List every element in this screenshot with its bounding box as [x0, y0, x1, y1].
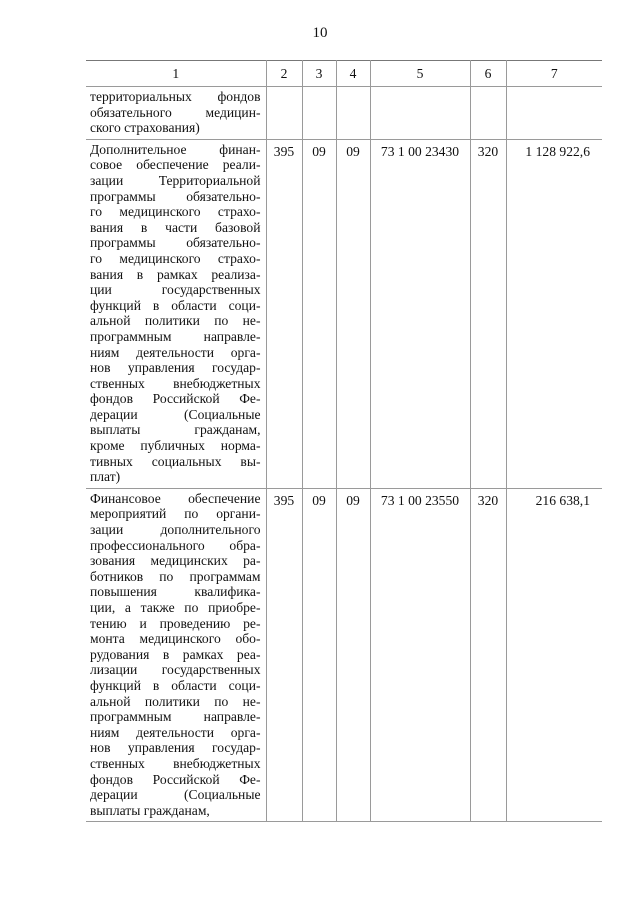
table-row — [86, 87, 602, 140]
row-name-line: лизации государственных — [90, 662, 261, 678]
row-section-cell: 09 — [302, 139, 336, 488]
row-name-line: плат) — [90, 469, 121, 485]
budget-table — [86, 60, 602, 822]
row-name-line: ниям деятельности орга- — [90, 724, 261, 740]
row-name-line: территориальных фондов — [90, 89, 261, 104]
row-name-line: Финансовое обеспечение — [90, 490, 261, 506]
row-name-line: программы обязательно- — [90, 235, 261, 251]
row-name-cell — [86, 139, 266, 488]
header-col-6: 6 — [470, 61, 506, 87]
row-name-line: ского страхования) — [90, 120, 200, 136]
row-name-line: ботников по программам — [90, 568, 261, 584]
row-name-line: фондов Российской Фе- — [90, 771, 261, 787]
row-name-line: функций в области соци- — [90, 297, 261, 313]
row-name-line: программным направле- — [90, 709, 261, 725]
row-name-line: выплаты гражданам, — [90, 422, 261, 438]
row-name-line: фондов Российской Фе- — [90, 391, 261, 407]
row-name-line: кроме публичных норма- — [90, 438, 261, 454]
row-name-line: обязательного медицин- — [90, 104, 261, 120]
row-name-line: зования медицинских ра- — [90, 553, 261, 569]
row-name-line: нов управления государ- — [90, 740, 261, 756]
table-row — [86, 139, 602, 488]
table-row — [86, 488, 602, 821]
header-col-3: 3 — [302, 61, 336, 87]
header-row — [86, 61, 602, 87]
row-name-line: го медицинского страхо- — [90, 204, 261, 220]
row-name-line: альной политики по не- — [90, 313, 261, 329]
row-name-line: ции государственных — [90, 282, 261, 298]
row-amount-cell: 216 638,1 — [506, 488, 602, 821]
row-expense-type-cell: 320 — [470, 488, 506, 821]
row-name-line: мероприятий по органи- — [90, 506, 261, 522]
row-expense-type-cell — [470, 87, 506, 140]
row-subsection-cell: 09 — [336, 139, 370, 488]
row-name-line: альной политики по не- — [90, 693, 261, 709]
row-name-line: монта медицинского обо- — [90, 631, 261, 647]
row-section-cell — [302, 87, 336, 140]
row-code-cell — [266, 87, 302, 140]
row-name-line: повышения квалифика- — [90, 584, 261, 600]
row-name-line: тивных социальных вы- — [90, 453, 261, 469]
row-name-line: зации дополнительного — [90, 522, 261, 538]
row-name-line: ции, а также по приобре- — [90, 600, 261, 615]
row-amount-cell: 1 128 922,6 — [506, 139, 602, 488]
row-name-line: го медицинского страхо- — [90, 250, 261, 266]
header-col-4: 4 — [336, 61, 370, 87]
row-subsection-cell: 09 — [336, 488, 370, 821]
row-subsection-cell — [336, 87, 370, 140]
row-name-line: тению и проведению ре- — [90, 615, 261, 631]
row-name-line: дерации (Социальные — [90, 406, 261, 422]
header-col-2: 2 — [266, 61, 302, 87]
row-amount-cell — [506, 87, 602, 140]
row-name-line: программным направле- — [90, 328, 261, 344]
row-code-cell: 395 — [266, 139, 302, 488]
row-name-line: ниям деятельности орга- — [90, 344, 261, 360]
row-name-line: зации Территориальной — [90, 172, 261, 188]
row-expense-type-cell: 320 — [470, 139, 506, 488]
row-section-cell: 09 — [302, 488, 336, 821]
row-name-cell — [86, 488, 266, 821]
row-name-line: вания в части базовой — [90, 219, 261, 235]
row-name-line: Дополнительное финан- — [90, 141, 261, 157]
row-name-line: профессионального обра- — [90, 537, 261, 553]
row-name-line: программы обязательно- — [90, 188, 261, 204]
row-name-line: ственных внебюджетных — [90, 755, 261, 771]
row-name-line: вания в рамках реализа- — [90, 266, 261, 282]
header-col-1: 1 — [86, 61, 266, 87]
row-name-line: рудования в рамках реа- — [90, 646, 261, 662]
row-target-article-cell: 73 1 00 23550 — [370, 488, 470, 821]
row-name-line: дерации (Социальные — [90, 787, 261, 803]
row-name-line: совое обеспечение реали- — [90, 157, 261, 173]
row-target-article-cell: 73 1 00 23430 — [370, 139, 470, 488]
page-number: 10 — [312, 25, 328, 41]
row-name-line: выплаты гражданам, — [90, 802, 210, 818]
row-name-cell — [86, 87, 266, 140]
row-name-line: функций в области соци- — [90, 677, 261, 693]
header-col-7: 7 — [506, 61, 602, 87]
row-code-cell: 395 — [266, 488, 302, 821]
header-col-5: 5 — [370, 61, 470, 87]
row-name-line: ственных внебюджетных — [90, 375, 261, 391]
row-name-line: нов управления государ- — [90, 360, 261, 376]
row-target-article-cell — [370, 87, 470, 140]
